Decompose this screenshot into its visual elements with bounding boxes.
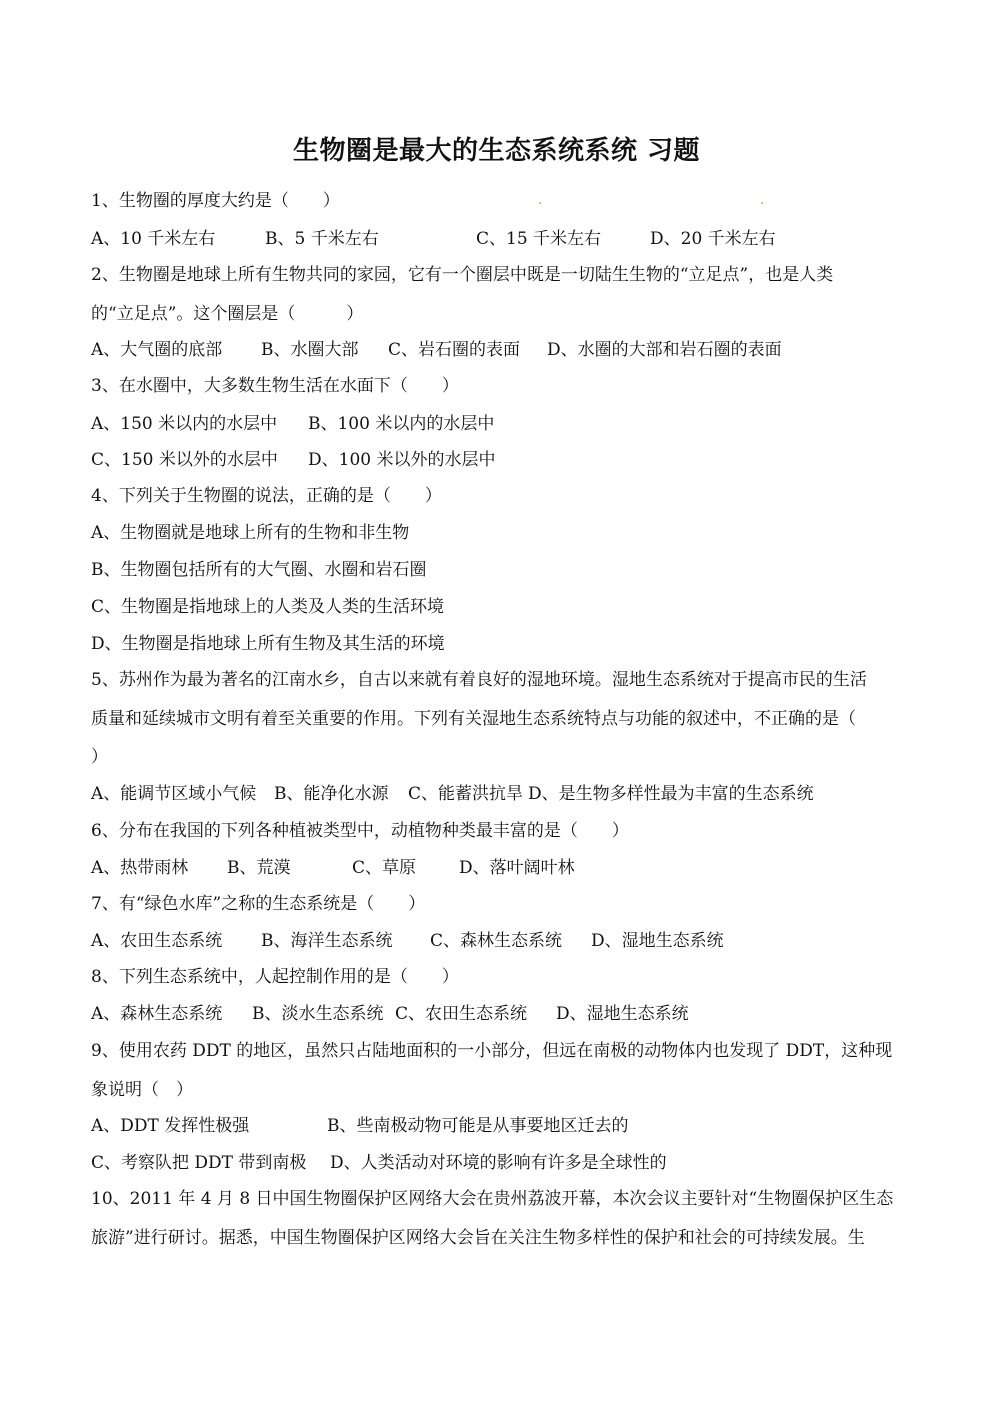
option-q4-d: D、生物圈是指地球上所有生物及其生活的环境 — [91, 634, 445, 654]
option-q8-d: D、湿地生态系统 — [556, 1004, 689, 1024]
option-q3-c: C、150 米以外的水层中 — [91, 450, 278, 470]
stray-mark: . — [760, 192, 765, 208]
option-q4-c: C、生物圈是指地球上的人类及人类的生活环境 — [91, 597, 445, 617]
option-q5-a: A、能调节区域小气候 — [91, 784, 257, 804]
question-8: 8、下列生态系统中，人起控制作用的是（ ） — [91, 967, 459, 987]
option-q1-a: A、10 千米左右 — [91, 229, 216, 249]
option-q6-c: C、草原 — [352, 858, 417, 878]
option-q1-d: D、20 千米左右 — [650, 229, 776, 249]
question-10-line-1: 10、2011 年 4 月 8 日中国生物圈保护区网络大会在贵州荔波开幕，本次会议主要针对“生物圈保护区生态 — [91, 1189, 894, 1209]
option-q1-b: B、5 千米左右 — [265, 229, 379, 249]
stray-mark: . — [538, 192, 543, 208]
option-q2-d: D、水圈的大部和岩石圈的表面 — [547, 340, 782, 360]
option-q7-a: A、农田生态系统 — [91, 931, 223, 951]
option-q5-b: B、能净化水源 — [274, 784, 389, 804]
option-q7-c: C、森林生态系统 — [430, 931, 563, 951]
option-q3-d: D、100 米以外的水层中 — [308, 450, 496, 470]
option-q1-c: C、15 千米左右 — [476, 229, 602, 249]
option-q9-a: A、DDT 发挥性极强 — [91, 1116, 250, 1136]
option-q9-d: D、人类活动对环境的影响有许多是全球性的 — [330, 1153, 667, 1173]
option-q3-a: A、150 米以内的水层中 — [91, 414, 278, 434]
question-5-line-3: ） — [91, 747, 108, 767]
question-1: 1、生物圈的厚度大约是（ ） — [91, 191, 340, 211]
option-q9-b: B、些南极动物可能是从事要地区迁去的 — [327, 1116, 629, 1136]
option-q2-b: B、水圈大部 — [261, 340, 359, 360]
question-7: 7、有“绿色水库”之称的生态系统是（ ） — [91, 894, 426, 914]
page-title: 生物圈是最大的生态系统系统 习题 — [292, 136, 701, 166]
question-3: 3、在水圈中，大多数生物生活在水面下（ ） — [91, 376, 459, 396]
option-q3-b: B、100 米以内的水层中 — [308, 414, 495, 434]
option-q9-c: C、考察队把 DDT 带到南极 — [91, 1153, 307, 1173]
question-9-line-1: 9、使用农药 DDT 的地区，虽然只占陆地面积的一小部分，但远在南极的动物体内也发现了 DDT，这种现 — [91, 1041, 893, 1061]
question-2-line-2: 的“立足点”。这个圈层是（ ） — [91, 304, 364, 324]
option-q4-a: A、生物圈就是地球上所有的生物和非生物 — [91, 523, 410, 543]
option-q8-c: C、农田生态系统 — [395, 1004, 528, 1024]
option-q2-a: A、大气圈的底部 — [91, 340, 223, 360]
option-q5-d: D、是生物多样性最为丰富的生态系统 — [528, 784, 814, 804]
option-q8-b: B、淡水生态系统 — [252, 1004, 384, 1024]
option-q6-a: A、热带雨林 — [91, 858, 189, 878]
option-q7-b: B、海洋生态系统 — [261, 931, 393, 951]
question-4: 4、下列关于生物圈的说法，正确的是（ ） — [91, 486, 442, 506]
option-q8-a: A、森林生态系统 — [91, 1004, 223, 1024]
question-10-line-2: 旅游”进行研讨。据悉，中国生物圈保护区网络大会旨在关注生物多样性的保护和社会的可持续发展。生 — [91, 1228, 865, 1248]
option-q6-d: D、落叶阔叶林 — [459, 858, 575, 878]
question-2-line-1: 2、生物圈是地球上所有生物共同的家园，它有一个圈层中既是一切陆生生物的“立足点”，也是人类 — [91, 265, 834, 285]
question-5-line-2: 质量和延续城市文明有着至关重要的作用。下列有关湿地生态系统特点与功能的叙述中，不正确的是（ — [91, 709, 856, 729]
question-5-line-1: 5、苏州作为最为著名的江南水乡，自古以来就有着良好的湿地环境。湿地生态系统对于提高市民的生活 — [91, 670, 867, 690]
option-q2-c: C、岩石圈的表面 — [388, 340, 521, 360]
option-q4-b: B、生物圈包括所有的大气圈、水圈和岩石圈 — [91, 560, 427, 580]
option-q6-b: B、荒漠 — [227, 858, 291, 878]
question-6: 6、分布在我国的下列各种植被类型中，动植物种类最丰富的是（ ） — [91, 821, 629, 841]
option-q5-c: C、能蓄洪抗旱 — [408, 784, 524, 804]
option-q7-d: D、湿地生态系统 — [591, 931, 724, 951]
question-9-line-2: 象说明（ ） — [91, 1080, 193, 1100]
